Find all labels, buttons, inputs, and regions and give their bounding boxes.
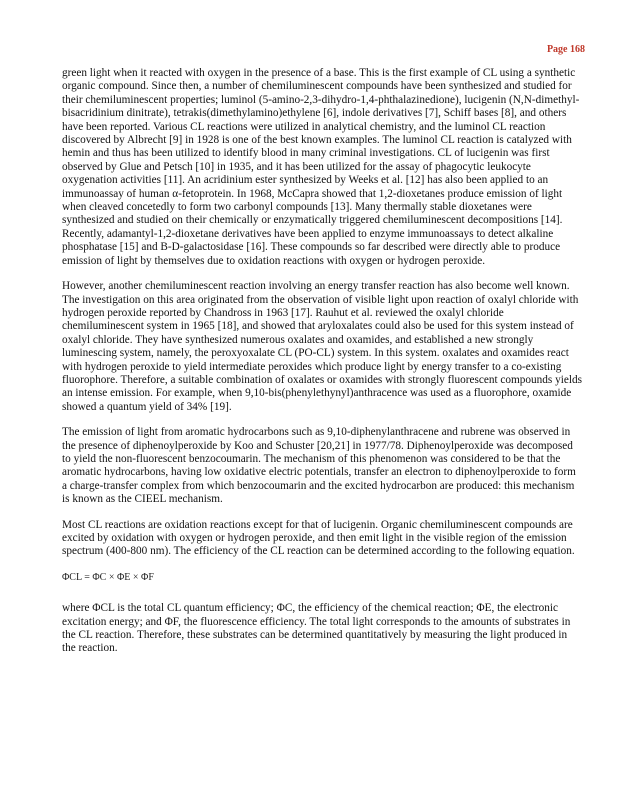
paragraph-energy-transfer: However, another chemiluminescent reaction involving an energy transfer reaction has also become well known. The investigation on this area originated from the observation of visible light upon reaction of oxalyl chloride with hydrogen peroxide reported by Chandross in 1963 [17]. Rauhut et al. reviewed the oxalyl chloride chemiluminescent system in 1965 [18], and showed that aryloxalates could also be used for this system instead of oxalyl chloride. They have synthesized numerous oxalates and oxamides, and established a new strongly luminescing system, namely, the peroxyoxalate CL (PO-CL) system. In this system. oxalates and oxamides react with hydrogen peroxide to yield intermediate peroxides which produce light by energy transfer to a co-existing fluorophore. Therefore, a suitable combination of oxalates or oxamides with strongly fluorescent compounds yields an intense emission. For example, when 9,10-bis(phenylethynyl)anthracence was used as a fluorophore, oxamide showed a quantum yield of 34% [19]. — [62, 280, 582, 413]
page-number: Page 168 — [546, 44, 585, 55]
document-body — [62, 67, 583, 668]
paragraph-oxidation-reactions: Most CL reactions are oxidation reactions except for that of lucigenin. Organic chemiluminescent compounds are excited by oxidation with oxygen or hydrogen peroxide, and then emit light in the visible region of the emission spectrum (400-800 nm). The efficiency of the CL reaction can be determined according to the following equation. — [62, 518, 575, 558]
paragraph-cl-history: green light when it reacted with oxygen in the presence of a base. This is the first example of CL using a synthetic organic compound. Since then, a number of chemiluminescent compounds have been synthesized and studied for their chemiluminescent properties; luminol (5-amino-2,3-dihydro-1,4-phthalazinedione), lucigenin (N,N-dimethyl-bisacridinium dinitrate), tetrakis(dimethylamino)ethylene [6], indole derivatives [7], Schiff bases [8], and others have been reported. Various CL reactions were utilized in analytical chemistry, and the luminol CL reaction discovered by Albrecht [9] in 1928 is one of the best known examples. The luminol CL reaction is catalyzed with hemin and thus has been utilized to identify blood in many criminal investigations. CL of lucigenin was first observed by Glue and Petsch [10] in 1935, and it has been utilized for the assay of phagocytic leukocyte oxygenation activities [11]. An acridinium ester synthesized by Weeks et al. [12] has also been applied to an immunoassay of human α-fetoprotein. In 1968, McCapra showed that 1,2-dioxetanes produce emission of light when cleaved concetedly to form two carbonyl compounds [13]. Many thermally stable dioxetanes were synthesized and studied on their chemically or enzymatically triggered chemiluminescent decompositions [14]. Recently, adamantyl-1,2-dioxetane derivatives have been applied to enzyme immunoassays to detect alkaline phosphatase [15] and B-D-galactosidase [16]. These compounds so far described were directly able to produce emission of light by themselves due to oxidation reactions with oxygen or hydrogen peroxide. — [62, 67, 580, 267]
paragraph-equation-explanation: where ΦCL is the total CL quantum efficiency; ΦC, the efficiency of the chemical reaction; ΦE, the electronic excitation energy; and ΦF, the fluorescence efficiency. The total light corresponds to the amounts of substrates in the CL reaction. Therefore, these substrates can be determined quantitatively by measuring the light produced in the reaction. — [62, 602, 571, 655]
quantum-efficiency-equation: ΦCL = ΦC × ΦE × ΦF — [62, 571, 154, 583]
paragraph-cieel-mechanism: The emission of light from aromatic hydrocarbons such as 9,10-diphenylanthracene and rubrene was observed in the presence of diphenoylperoxide by Koo and Schuster [20,21] in 1977/78. Diphenoylperoxide was decomposed to yield the non-fluorescent benzocoumarin. The mechanism of this phenomenon was considered to be that the aromatic hydrocarbons, having low oxidative electric potentials, transfer an electron to diphenoylperoxide to form a charge-transfer complex from which benzocoumarin and the excited hydrocarbon are produced: this mechanism is known as the CIEEL mechanism. — [62, 426, 576, 506]
